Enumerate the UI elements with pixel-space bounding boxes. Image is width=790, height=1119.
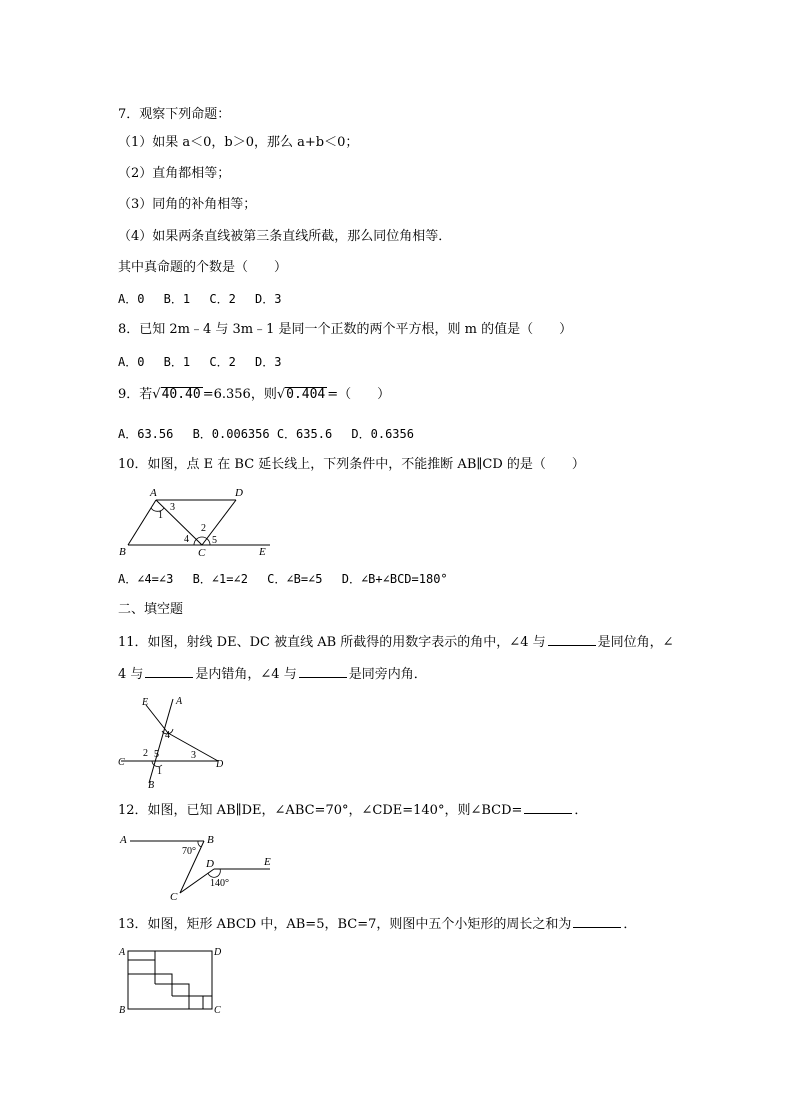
- q10-options: A．∠4=∠3 B．∠1=∠2 C．∠B=∠5 D．∠B+∠BCD=180°: [118, 572, 448, 586]
- answer-blank[interactable]: [299, 665, 347, 678]
- q11-text-5: 是同旁内角．: [348, 667, 427, 682]
- q12-label-C: C: [170, 891, 178, 903]
- q10-title: 10．如图，点 E 在 BC 延长线上，下列条件中，不能推断 AB∥CD 的是（ ）: [118, 457, 585, 472]
- q11-angle-5: 5: [154, 749, 159, 760]
- section-heading: 二、填空题: [118, 602, 184, 617]
- q7-title: 7．观察下列命题：: [118, 107, 231, 122]
- q11-label-A: A: [176, 696, 183, 707]
- q12-label-A: A: [120, 834, 127, 846]
- q12-line: [118, 801, 587, 820]
- q8-title: 8．已知 2m﹣4 与 3m﹣1 是同一个正数的两个平方根，则 m 的值是（ ）: [118, 322, 573, 337]
- q11-text-3: 4 与: [118, 667, 144, 682]
- q9-suffix: =（ ）: [327, 387, 391, 402]
- q12-label-E: E: [264, 856, 271, 868]
- q10-angle-2: 2: [201, 523, 206, 534]
- q10-label-A: A: [150, 487, 157, 499]
- q7-item-1: （1）如果 a＜0，b＞0，那么 a+b＜0；: [118, 135, 359, 150]
- q12-figure: [118, 829, 278, 901]
- q9-radicand-1: 40.40: [161, 387, 201, 402]
- q13-label-A: A: [119, 947, 126, 958]
- answer-blank[interactable]: [524, 801, 572, 814]
- q11-angle-2: 2: [143, 748, 148, 759]
- q7-item-4: （4）如果两条直线被第三条直线所截，那么同位角相等．: [118, 229, 452, 244]
- q8-options: A．0 B．1 C．2 D．3: [118, 355, 282, 369]
- q13-label-D: D: [214, 947, 222, 958]
- q10-figure: [118, 487, 278, 557]
- q13-figure: [118, 945, 228, 1015]
- q10-angle-1: 1: [158, 510, 163, 521]
- q9-options: A．63.56 B．0.006356 C．635.6 D．0.6356: [118, 427, 414, 441]
- q11-figure: [118, 695, 238, 790]
- q11-label-C: C: [118, 757, 125, 768]
- sqrt-icon: √: [152, 387, 161, 402]
- q12-angle-70: 70°: [182, 846, 196, 857]
- q7-item-3: （3）同角的补角相等；: [118, 197, 257, 212]
- q11-line-1: [118, 633, 674, 652]
- q9-radicand-2: 0.404: [286, 387, 326, 402]
- q12-angle-140: 140°: [210, 878, 229, 889]
- sqrt-icon: √: [276, 387, 286, 402]
- q10-label-E: E: [259, 546, 266, 558]
- q10-angle-3: 3: [170, 502, 175, 513]
- q13-line: [118, 915, 636, 934]
- q11-angle-4: 4: [165, 730, 170, 741]
- q7-item-2: （2）直角都相等；: [118, 166, 231, 181]
- q10-angle-5: 5: [212, 535, 217, 546]
- q7-options: A．0 B．1 C．2 D．3: [118, 292, 282, 306]
- q10-label-C: C: [198, 547, 206, 559]
- q12-text-1: 12．如图，已知 AB∥DE，∠ABC=70°，∠CDE=140°，则∠BCD=: [118, 803, 523, 818]
- q9-mid: =6.356，则: [202, 387, 277, 402]
- q9-stem: [118, 386, 390, 404]
- q12-label-B: B: [207, 834, 214, 846]
- q12-text-2: ．: [574, 803, 588, 818]
- q13-text-2: ．: [623, 917, 637, 932]
- q11-text-1: 11．如图，射线 DE、DC 被直线 AB 所截得的用数字表示的角中，∠4 与: [118, 635, 546, 650]
- q12-label-D: D: [206, 858, 214, 870]
- q10-angle-4: 4: [184, 534, 189, 545]
- q11-angle-1: 1: [157, 766, 162, 777]
- q13-text-1: 13．如图，矩形 ABCD 中，AB=5，BC=7，则图中五个小矩形的周长之和为: [118, 917, 572, 932]
- q7-question: 其中真命题的个数是（ ）: [118, 260, 288, 275]
- q11-angle-3: 3: [191, 750, 196, 761]
- q9-prefix: 9．若: [118, 387, 153, 402]
- q11-line-2: [118, 665, 427, 684]
- answer-blank[interactable]: [573, 915, 621, 928]
- q13-label-C: C: [214, 1005, 221, 1016]
- q10-label-D: D: [235, 487, 243, 499]
- answer-blank[interactable]: [548, 633, 596, 646]
- q11-text-4: 是内错角，∠4 与: [195, 667, 297, 682]
- q11-label-B: B: [148, 780, 155, 791]
- q11-label-E: E: [142, 697, 149, 708]
- answer-blank[interactable]: [145, 665, 193, 678]
- q11-label-D: D: [216, 759, 224, 770]
- q11-text-2: 是同位角，∠: [597, 635, 674, 650]
- q10-label-B: B: [119, 546, 126, 558]
- q13-label-B: B: [119, 1005, 126, 1016]
